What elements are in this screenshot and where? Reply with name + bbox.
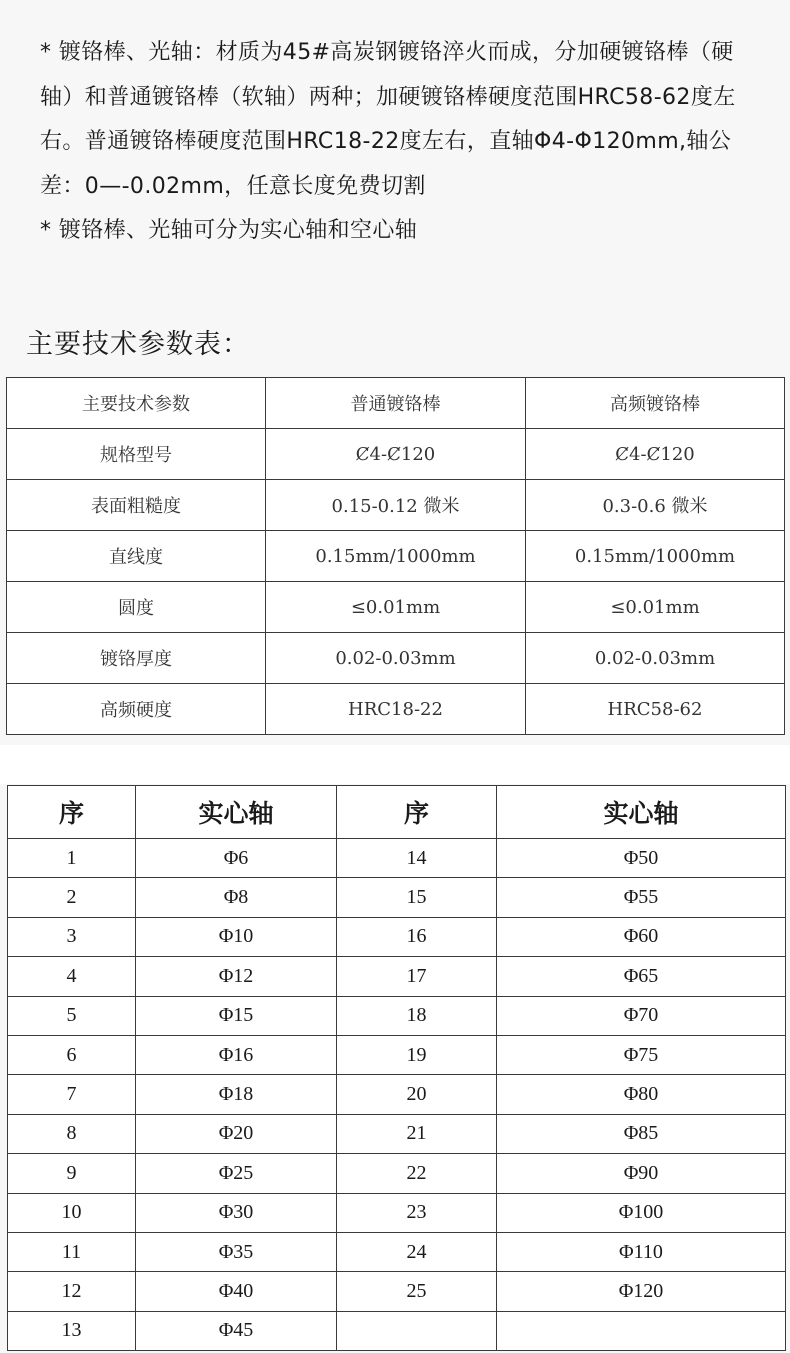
spec-value-cell: 0.3-0.6 微米 bbox=[526, 480, 785, 531]
size-row bbox=[8, 1154, 786, 1193]
size-index-cell: 11 bbox=[8, 1232, 136, 1271]
size-index-cell: 8 bbox=[8, 1114, 136, 1153]
spec-value-cell: 0.02-0.03mm bbox=[266, 633, 526, 684]
size-diameter-cell: Φ65 bbox=[497, 957, 786, 996]
size-index-cell: 6 bbox=[8, 1035, 136, 1074]
size-solid-shaft-header: 实心轴 bbox=[497, 786, 786, 839]
size-index-cell: 22 bbox=[337, 1154, 497, 1193]
size-diameter-cell: Φ12 bbox=[136, 957, 337, 996]
size-diameter-cell: Φ85 bbox=[497, 1114, 786, 1153]
size-header-row bbox=[8, 786, 786, 839]
size-row bbox=[8, 878, 786, 917]
size-index-cell: 16 bbox=[337, 917, 497, 956]
spec-row bbox=[7, 480, 785, 531]
spec-value-cell: Ȼ4-Ȼ120 bbox=[526, 429, 785, 480]
spec-row bbox=[7, 684, 785, 735]
spec-value-cell: ≤0.01mm bbox=[526, 582, 785, 633]
size-row bbox=[8, 1232, 786, 1271]
intro-paragraph-material: * 镀铬棒、光轴：材质为45#高炭钢镀铬淬火而成，分加硬镀铬棒（硬轴）和普通镀铬棒（软轴）两种；加硬镀铬棒硬度范围HRC58-62度左右。普通镀铬棒硬度范围HRC18-22度左右，直轴Φ4-Φ120mm,轴公差：0—-0.02mm，任意长度免费切割 bbox=[40, 40, 736, 199]
spec-param-name: 表面粗糙度 bbox=[7, 480, 266, 531]
spec-param-name: 镀铬厚度 bbox=[7, 633, 266, 684]
size-diameter-cell: Φ120 bbox=[497, 1272, 786, 1311]
spec-header-cell: 主要技术参数 bbox=[7, 378, 266, 429]
size-diameter-cell: Φ15 bbox=[136, 996, 337, 1035]
spec-value-cell: ≤0.01mm bbox=[266, 582, 526, 633]
size-row bbox=[8, 957, 786, 996]
size-row bbox=[8, 996, 786, 1035]
spec-value-cell: HRC58-62 bbox=[526, 684, 785, 735]
spec-param-name: 高频硬度 bbox=[7, 684, 266, 735]
spec-header-cell: 高频镀铬棒 bbox=[526, 378, 785, 429]
size-diameter-cell: Φ75 bbox=[497, 1035, 786, 1074]
size-diameter-cell: Φ18 bbox=[136, 1075, 337, 1114]
spec-heading: 主要技术参数表： bbox=[26, 329, 250, 360]
size-table-body bbox=[8, 786, 786, 1351]
size-index-cell: 20 bbox=[337, 1075, 497, 1114]
size-index-header: 序 bbox=[337, 786, 497, 839]
size-index-cell: 18 bbox=[337, 996, 497, 1035]
spec-value-cell: 0.15mm/1000mm bbox=[526, 531, 785, 582]
size-diameter-cell: Φ20 bbox=[136, 1114, 337, 1153]
size-diameter-cell: Φ80 bbox=[497, 1075, 786, 1114]
size-table bbox=[7, 785, 786, 1351]
spec-header-row bbox=[7, 378, 785, 429]
size-index-cell: 14 bbox=[337, 839, 497, 878]
spec-value-cell: 0.15mm/1000mm bbox=[266, 531, 526, 582]
size-diameter-cell: Φ40 bbox=[136, 1272, 337, 1311]
size-diameter-cell: Φ10 bbox=[136, 917, 337, 956]
intro-text bbox=[40, 31, 760, 254]
size-index-cell: 21 bbox=[337, 1114, 497, 1153]
size-diameter-cell: Φ45 bbox=[136, 1311, 337, 1350]
size-diameter-cell: Φ50 bbox=[497, 839, 786, 878]
spec-row bbox=[7, 633, 785, 684]
size-row bbox=[8, 917, 786, 956]
size-diameter-cell: Φ30 bbox=[136, 1193, 337, 1232]
spec-row bbox=[7, 582, 785, 633]
spec-row bbox=[7, 531, 785, 582]
spec-table bbox=[6, 377, 785, 735]
size-index-cell: 3 bbox=[8, 917, 136, 956]
size-index-cell: 24 bbox=[337, 1232, 497, 1271]
size-row bbox=[8, 1114, 786, 1153]
size-row bbox=[8, 1075, 786, 1114]
size-diameter-cell: Φ90 bbox=[497, 1154, 786, 1193]
size-diameter-cell bbox=[497, 1311, 786, 1350]
size-index-cell bbox=[337, 1311, 497, 1350]
size-diameter-cell: Φ35 bbox=[136, 1232, 337, 1271]
size-index-header: 序 bbox=[8, 786, 136, 839]
spec-param-name: 直线度 bbox=[7, 531, 266, 582]
size-diameter-cell: Φ60 bbox=[497, 917, 786, 956]
size-row bbox=[8, 1272, 786, 1311]
size-index-cell: 17 bbox=[337, 957, 497, 996]
size-index-cell: 2 bbox=[8, 878, 136, 917]
size-index-cell: 13 bbox=[8, 1311, 136, 1350]
size-row bbox=[8, 839, 786, 878]
size-row bbox=[8, 1193, 786, 1232]
size-diameter-cell: Φ8 bbox=[136, 878, 337, 917]
size-index-cell: 5 bbox=[8, 996, 136, 1035]
spec-value-cell: HRC18-22 bbox=[266, 684, 526, 735]
size-diameter-cell: Φ6 bbox=[136, 839, 337, 878]
size-index-cell: 10 bbox=[8, 1193, 136, 1232]
size-row bbox=[8, 1311, 786, 1350]
size-diameter-cell: Φ16 bbox=[136, 1035, 337, 1074]
size-index-cell: 9 bbox=[8, 1154, 136, 1193]
size-diameter-cell: Φ110 bbox=[497, 1232, 786, 1271]
spec-row bbox=[7, 429, 785, 480]
size-solid-shaft-header: 实心轴 bbox=[136, 786, 337, 839]
size-index-cell: 25 bbox=[337, 1272, 497, 1311]
size-index-cell: 1 bbox=[8, 839, 136, 878]
size-diameter-cell: Φ55 bbox=[497, 878, 786, 917]
size-diameter-cell: Φ25 bbox=[136, 1154, 337, 1193]
spec-header-cell: 普通镀铬棒 bbox=[266, 378, 526, 429]
spec-value-cell: Ȼ4-Ȼ120 bbox=[266, 429, 526, 480]
section-separator bbox=[0, 745, 790, 784]
size-index-cell: 7 bbox=[8, 1075, 136, 1114]
spec-param-name: 圆度 bbox=[7, 582, 266, 633]
size-index-cell: 23 bbox=[337, 1193, 497, 1232]
size-index-cell: 4 bbox=[8, 957, 136, 996]
intro-paragraph-types: * 镀铬棒、光轴可分为实心轴和空心轴 bbox=[40, 218, 418, 243]
size-index-cell: 19 bbox=[337, 1035, 497, 1074]
size-diameter-cell: Φ100 bbox=[497, 1193, 786, 1232]
size-row bbox=[8, 1035, 786, 1074]
spec-value-cell: 0.15-0.12 微米 bbox=[266, 480, 526, 531]
spec-value-cell: 0.02-0.03mm bbox=[526, 633, 785, 684]
spec-param-name: 规格型号 bbox=[7, 429, 266, 480]
size-index-cell: 15 bbox=[337, 878, 497, 917]
size-diameter-cell: Φ70 bbox=[497, 996, 786, 1035]
spec-table-body bbox=[7, 378, 785, 735]
size-index-cell: 12 bbox=[8, 1272, 136, 1311]
